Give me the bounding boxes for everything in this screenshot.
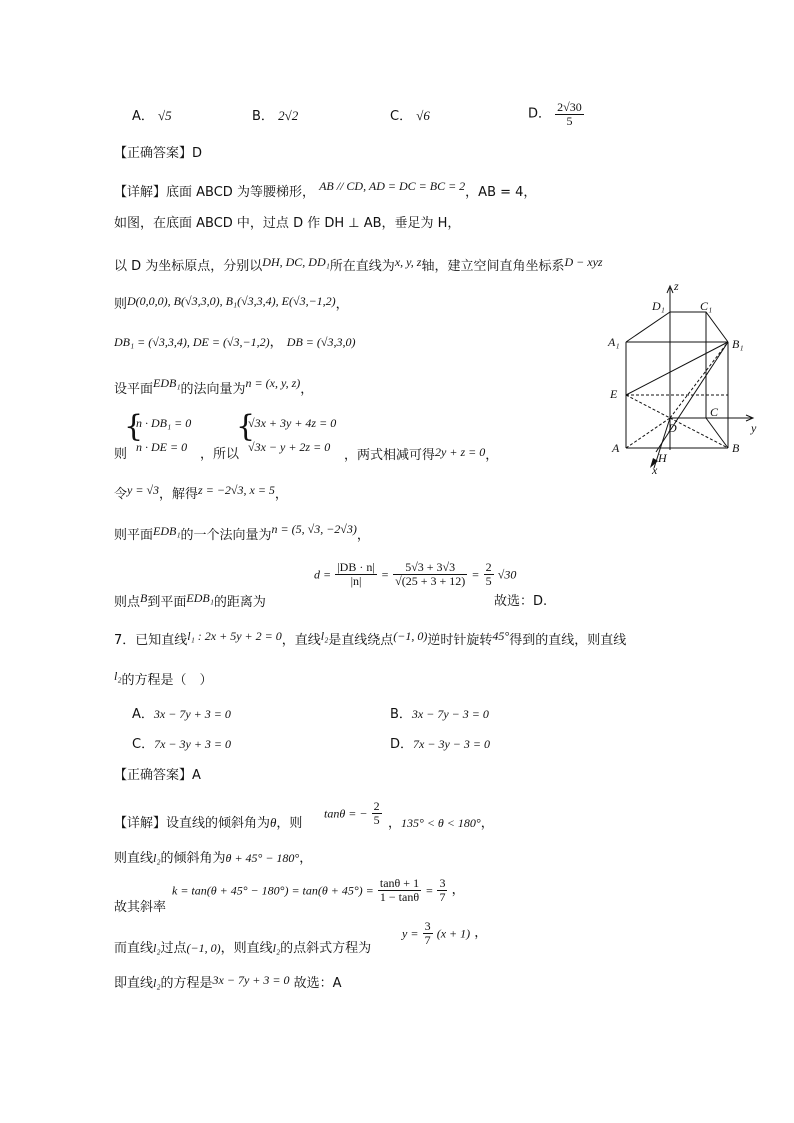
- q7-slope-expression: [172, 877, 465, 904]
- q6-detail-line-10: [114, 591, 266, 611]
- e-d-line: [626, 395, 670, 418]
- math: n = (5, √3, −2√3): [271, 522, 357, 536]
- label-e: E: [610, 387, 618, 401]
- choice-letter: D．: [528, 106, 552, 122]
- text: ，: [335, 297, 349, 312]
- answer-value: A: [192, 768, 201, 783]
- numerator: 2: [485, 560, 492, 574]
- text: 则直线: [114, 851, 154, 866]
- math: θ + 45° − 180°: [225, 851, 300, 865]
- text: ，: [269, 335, 283, 350]
- denominator: |n|: [350, 574, 362, 588]
- text: ，: [388, 816, 402, 831]
- system-brace-1: {: [124, 409, 144, 444]
- choice-value: 7x − 3y + 3 = 0: [154, 737, 232, 751]
- e-b1-line: [626, 342, 728, 395]
- text: 设直线的倾斜角为: [166, 816, 271, 831]
- q7-choice-c: [132, 736, 231, 753]
- text: ，则直线: [220, 941, 273, 956]
- math: x, y, z: [394, 255, 422, 269]
- denominator: √(25 + 3 + 12): [395, 574, 466, 588]
- text: 的方程是: [160, 976, 213, 991]
- text: 的方程是（ ）: [121, 673, 213, 688]
- choice-value: 7x − 3y − 3 = 0: [413, 737, 490, 751]
- math: y =: [402, 926, 419, 941]
- choice-value: 2√2: [278, 108, 299, 123]
- text: ，: [474, 925, 488, 941]
- math: AB // CD, AD = DC = BC = 2: [319, 179, 466, 193]
- numerator: 5√3 + 3√3: [393, 561, 467, 575]
- q6-detail-line-9: [114, 522, 370, 544]
- q7-choice-a: [132, 706, 231, 723]
- numerator: 2: [373, 799, 380, 813]
- choice-value: √5: [158, 108, 172, 123]
- label-y: y: [751, 421, 757, 435]
- text: 逆时针旋转: [427, 633, 493, 648]
- answer-value: D: [192, 146, 203, 161]
- text: 所在直线为: [329, 259, 395, 274]
- math: DB₁ = (√3,3,4), DE = (√3,−1,2): [114, 335, 270, 349]
- text: 过点: [160, 941, 187, 956]
- q7-detail-line-2: [114, 850, 312, 867]
- q7-stem-line-2: [114, 669, 213, 689]
- q7-tan-expression: [324, 800, 382, 827]
- label-c: C: [710, 405, 719, 419]
- choice-letter: C．: [390, 109, 413, 124]
- q6-detail-line-7-prefix: 则: [114, 447, 128, 462]
- q6-choice-c: [390, 108, 430, 125]
- text: ，AB = 4，: [465, 185, 537, 200]
- text: ，则: [276, 816, 303, 831]
- math: (x + 1): [436, 926, 471, 941]
- text: ，: [300, 382, 314, 397]
- label-a: A: [612, 441, 620, 455]
- detail-tag: 【详解】: [114, 185, 167, 200]
- frac-point-slope: [423, 920, 433, 947]
- math: k = tan(θ + 45° − 180°) = tan(θ + 45°) =: [172, 883, 374, 898]
- math: z = −2√3, x = 5: [198, 483, 275, 497]
- math: tanθ = −: [324, 806, 368, 821]
- system-2-eq-1: √3x + 3y + 4z = 0: [248, 416, 337, 430]
- q6-answer: [114, 146, 202, 162]
- q6-detail-line-4: [114, 296, 349, 313]
- frac-slope-1: [378, 877, 421, 904]
- denominator: 7: [424, 933, 431, 947]
- text: ，: [299, 851, 313, 866]
- math: l₂: [153, 941, 161, 955]
- q6-detail-line-8: [114, 483, 288, 503]
- numerator: 3: [424, 919, 431, 933]
- text: 故选：A: [293, 976, 342, 991]
- top-edges: [626, 312, 728, 342]
- text: 底面 ABCD 为等腰梯形，: [166, 185, 315, 200]
- math: =: [425, 883, 434, 898]
- q7-detail-line-4: [114, 940, 371, 957]
- text: 轴，建立空间直角坐标系: [421, 259, 565, 274]
- q7-choice-b: [390, 706, 489, 723]
- math: l₂: [114, 669, 122, 683]
- q6-detail-line-2: 如图，在底面 ABCD 中，过点 D 作 DH ⊥ AB，垂足为 H，: [114, 216, 461, 231]
- frac-1: [335, 561, 376, 588]
- math: (−1, 0): [186, 941, 221, 955]
- q6-detail-line-5: [114, 334, 355, 351]
- q6-choice-a: [132, 108, 172, 125]
- q7-choice-d: [390, 736, 490, 753]
- text: 即直线: [114, 976, 154, 991]
- q7-answer: [114, 768, 201, 784]
- frac-3: [484, 561, 494, 588]
- text: 的一个法向量为: [180, 528, 272, 543]
- text: 以 D 为坐标原点，分别以: [114, 259, 263, 274]
- math: 3x − 7y + 3 = 0: [212, 973, 290, 987]
- text: ，两式相减可得: [344, 448, 436, 463]
- choice-value: 3x − 7y + 3 = 0: [153, 707, 231, 721]
- math: θ: [270, 815, 277, 830]
- q6-detail-line-1: [114, 179, 537, 201]
- fraction-numerator: 2√30: [557, 100, 582, 114]
- q7-detail-line-3-prefix: 故其斜率: [114, 900, 167, 915]
- q7-stem-line-1: [114, 629, 627, 649]
- math: D − xyz: [564, 255, 603, 269]
- choice-fraction: [555, 101, 584, 128]
- math: l₂: [153, 976, 161, 990]
- math: EDB₁: [153, 376, 181, 390]
- ad-edge: [626, 418, 670, 448]
- system-brace-2: {: [236, 409, 256, 444]
- h-b1-line: [656, 342, 728, 452]
- text: 的点斜式方程为: [280, 941, 372, 956]
- math: l₂: [272, 941, 281, 955]
- q7-point-slope: [402, 920, 487, 947]
- label-a1: A₁: [608, 335, 620, 349]
- q7-detail-line-1: [114, 815, 302, 832]
- q6-select: 故选：D.: [494, 594, 548, 609]
- denominator: 5: [485, 574, 492, 588]
- math: EDB₁: [186, 591, 214, 605]
- cube-figure: [606, 280, 766, 480]
- text: ，解得: [159, 487, 199, 502]
- q7-angle-range: [388, 815, 494, 832]
- q6-detail-line-3: [114, 255, 603, 275]
- label-b: B: [732, 441, 740, 455]
- text: 的距离为: [213, 595, 266, 610]
- math: (−1, 0): [393, 629, 428, 643]
- denominator: 1 − tanθ: [379, 890, 420, 904]
- math: y = √3: [127, 483, 160, 497]
- system-2-eq-2: √3x − y + 2z = 0: [248, 440, 331, 454]
- frac-slope-2: [437, 877, 447, 904]
- text: 的法向量为: [180, 382, 246, 397]
- q6-detail-line-7-tail: [344, 447, 498, 464]
- choice-value: √6: [416, 108, 430, 123]
- distance-formula: [314, 561, 516, 588]
- math: B: [140, 591, 148, 605]
- text: ，直线: [281, 633, 321, 648]
- choice-letter: B．: [390, 707, 412, 722]
- math: DB = (√3,3,0): [286, 335, 356, 349]
- text: 得到的直线，则直线: [509, 633, 627, 648]
- math: l₂: [320, 629, 329, 643]
- text: 是直线绕点: [328, 633, 394, 648]
- text: ，: [356, 528, 370, 543]
- d-b1-line: [670, 342, 728, 418]
- math: l₁ : 2x + 5y + 2 = 0: [187, 629, 282, 643]
- label-b1: B₁: [732, 337, 744, 351]
- text: 设平面: [114, 382, 154, 397]
- denominator: 5: [373, 813, 380, 827]
- text: 则: [114, 297, 128, 312]
- text: 的倾斜角为: [160, 851, 226, 866]
- frac-2: [393, 561, 467, 588]
- q7-detail-line-5: [114, 975, 342, 992]
- text: 7．已知直线: [114, 633, 188, 648]
- text: ，: [451, 882, 465, 898]
- math: DH, DC, DD₁: [262, 255, 330, 269]
- math: =: [471, 567, 480, 582]
- text: 而直线: [114, 941, 154, 956]
- math: 2y + z = 0: [435, 445, 486, 459]
- label-h: H: [658, 451, 667, 465]
- numerator: |DB · n|: [337, 560, 375, 574]
- label-x: x: [652, 463, 658, 477]
- bc-edge: [706, 418, 728, 448]
- frac-tan: [372, 800, 382, 827]
- math: 135° < θ < 180°: [401, 816, 481, 830]
- answer-tag: 【正确答案】: [114, 146, 193, 161]
- math: D(0,0,0), B(√3,3,0), B₁(√3,3,4), E(√3,−1,2): [127, 294, 336, 308]
- d-b-line: [670, 418, 728, 448]
- label-z: z: [674, 280, 679, 293]
- numerator: 3: [439, 876, 446, 890]
- q6-choice-b: [252, 108, 298, 125]
- choice-value: 3x − 7y − 3 = 0: [411, 707, 489, 721]
- choice-letter: C．: [132, 737, 155, 752]
- fraction-denominator: 5: [566, 114, 573, 128]
- denominator: 7: [439, 890, 446, 904]
- choice-letter: B．: [252, 109, 274, 124]
- detail-tag: 【详解】: [114, 816, 167, 831]
- system-1-eq-1: n · DB₁ = 0: [136, 416, 192, 430]
- answer-tag: 【正确答案】: [114, 768, 193, 783]
- label-d: D: [668, 421, 677, 435]
- numerator: tanθ + 1: [379, 876, 420, 890]
- label-d1: D₁: [652, 299, 665, 313]
- system-1-eq-2: n · DE = 0: [136, 440, 188, 454]
- choice-letter: A．: [132, 707, 154, 722]
- q6-choice-d: [528, 101, 584, 128]
- label-c1: C₁: [700, 299, 713, 313]
- text: ，: [274, 487, 288, 502]
- choice-letter: D．: [390, 737, 414, 752]
- q6-detail-line-6: [114, 376, 314, 398]
- q6-detail-line-7-so: ，所以: [200, 447, 240, 462]
- math: n = (x, y, z): [245, 376, 301, 390]
- text: 则平面: [114, 528, 154, 543]
- math: d =: [314, 567, 332, 582]
- math: =: [380, 567, 389, 582]
- text: 到平面: [147, 595, 187, 610]
- math: √30: [497, 567, 517, 582]
- math: 45°: [492, 629, 510, 643]
- text: 令: [114, 487, 128, 502]
- math: l₂: [153, 851, 161, 865]
- math: EDB₁: [153, 524, 181, 538]
- text: ，: [480, 816, 494, 831]
- choice-letter: A．: [132, 109, 154, 124]
- text: ，: [485, 448, 499, 463]
- text: 则点: [114, 595, 141, 610]
